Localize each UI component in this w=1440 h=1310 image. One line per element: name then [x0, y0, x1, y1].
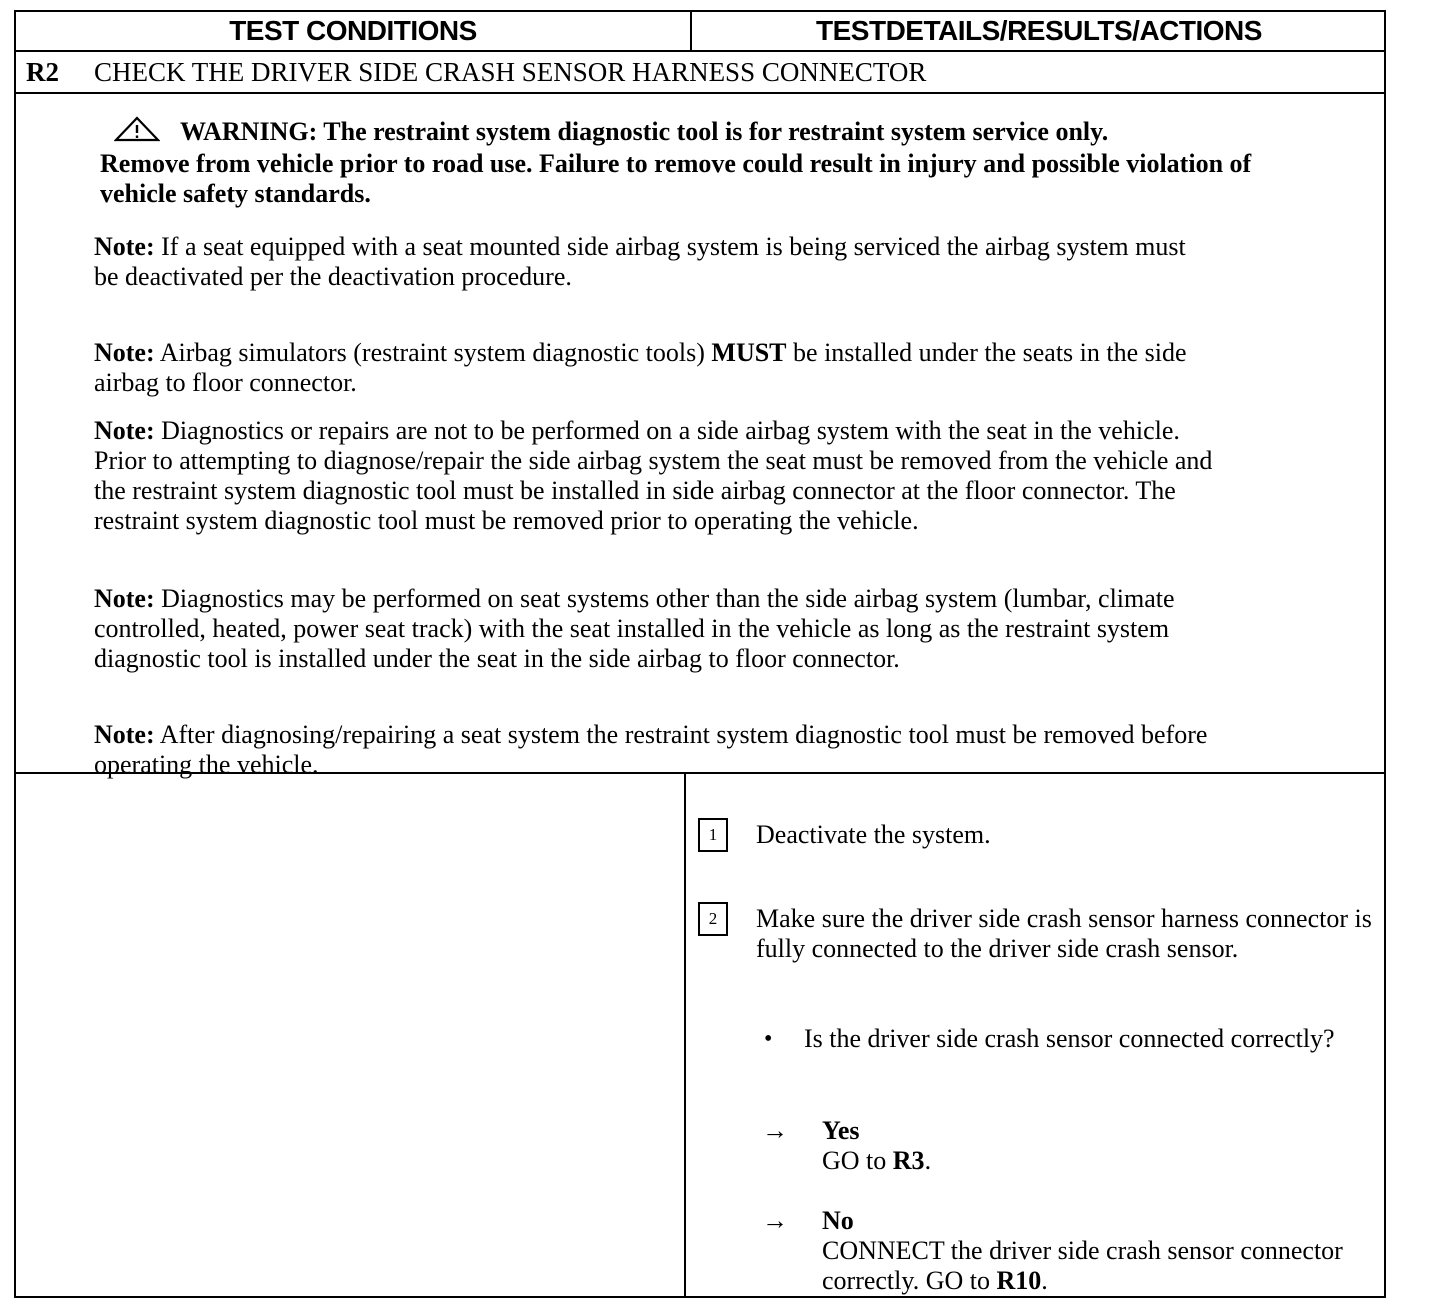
action-text: Make sure the driver side crash sensor harness connector is fully connected to the driver side crash sensor. — [756, 904, 1372, 963]
test-conditions-cell — [16, 774, 686, 1296]
arrow-right-icon: → — [762, 1206, 788, 1235]
warning-line1: The restraint system diagnostic tool is for restraint system service only. — [323, 117, 1109, 146]
note-emphasis: MUST — [711, 338, 787, 367]
note-text: If a seat equipped with a seat mounted side airbag system is being serviced the airbag system must be deactivated per the deactivation procedure. — [94, 232, 1186, 291]
answer-label: No — [822, 1206, 854, 1235]
notes-section — [16, 94, 1384, 779]
note-label: Note: — [94, 416, 155, 445]
step-id: R2 — [26, 57, 59, 87]
note-3 — [94, 416, 1214, 536]
arrow-right-icon: → — [762, 1116, 788, 1145]
note-text: Diagnostics or repairs are not to be performed on a side airbag system with the seat in the vehicle. Prior to attempting to diagnose/repair the side airbag system the seat must be removed from the vehicle and the restraint system diagnostic tool must be installed in side airbag connector at the floor connector. The restraint system diagnostic tool must be removed prior to operating the vehicle. — [94, 416, 1213, 535]
answer-label: Yes — [822, 1116, 860, 1145]
warning-triangle-icon — [114, 116, 160, 149]
answer-target: R10 — [996, 1266, 1042, 1295]
answer-yes — [822, 1116, 1362, 1176]
header-test-conditions: TEST CONDITIONS — [16, 12, 692, 50]
note-text: be installed under the seats in the side airbag to floor connector. — [94, 338, 1187, 397]
answer-no — [822, 1206, 1362, 1296]
answer-end: . — [924, 1146, 932, 1175]
step-title: CHECK THE DRIVER SIDE CRASH SENSOR HARNESS CONNECTOR — [94, 57, 927, 87]
diagnostic-table — [14, 10, 1386, 1298]
note-4 — [94, 584, 1214, 674]
note-1 — [94, 232, 1214, 292]
note-5 — [94, 720, 1214, 780]
action-text: Deactivate the system. — [756, 820, 991, 849]
note-2 — [94, 338, 1214, 398]
note-text: Diagnostics may be performed on seat systems other than the side airbag system (lumbar, climate controlled, heated, power seat track) with the seat installed in the vehicle as long as the restraint system diagnostic tool is installed under the seat in the side airbag to floor connector. — [94, 584, 1175, 673]
bullet-icon: • — [764, 1026, 773, 1052]
question-text: Is the driver side crash sensor connected correctly? — [804, 1024, 1335, 1053]
warning-block — [100, 116, 1280, 209]
test-details-cell — [686, 774, 1386, 1296]
header-test-details: TESTDETAILS/RESULTS/ACTIONS — [816, 15, 1262, 46]
answer-end: . — [1041, 1266, 1048, 1295]
note-text: After diagnosing/repairing a seat system the restraint system diagnostic tool must be removed before operating the vehicle. — [94, 720, 1208, 779]
warning-text: Remove from vehicle prior to road use. Failure to remove could result in injury and possible violation of vehicle safety standards. — [100, 149, 1252, 208]
note-label: Note: — [94, 338, 155, 367]
answer-text: GO to — [822, 1146, 887, 1175]
step-number-box: 1 — [698, 818, 728, 852]
answer-target: R3 — [892, 1146, 925, 1175]
table-header — [16, 12, 1384, 52]
note-label: Note: — [94, 720, 155, 749]
note-label: Note: — [94, 232, 155, 261]
warning-label: WARNING: — [180, 117, 318, 146]
note-label: Note: — [94, 584, 155, 613]
note-text: Airbag simulators (restraint system diagnostic tools) — [159, 338, 705, 367]
step-number-box: 2 — [698, 902, 728, 936]
step-heading — [16, 52, 1384, 94]
answer-text: CONNECT the driver side crash sensor connector correctly. GO to — [822, 1236, 1343, 1295]
